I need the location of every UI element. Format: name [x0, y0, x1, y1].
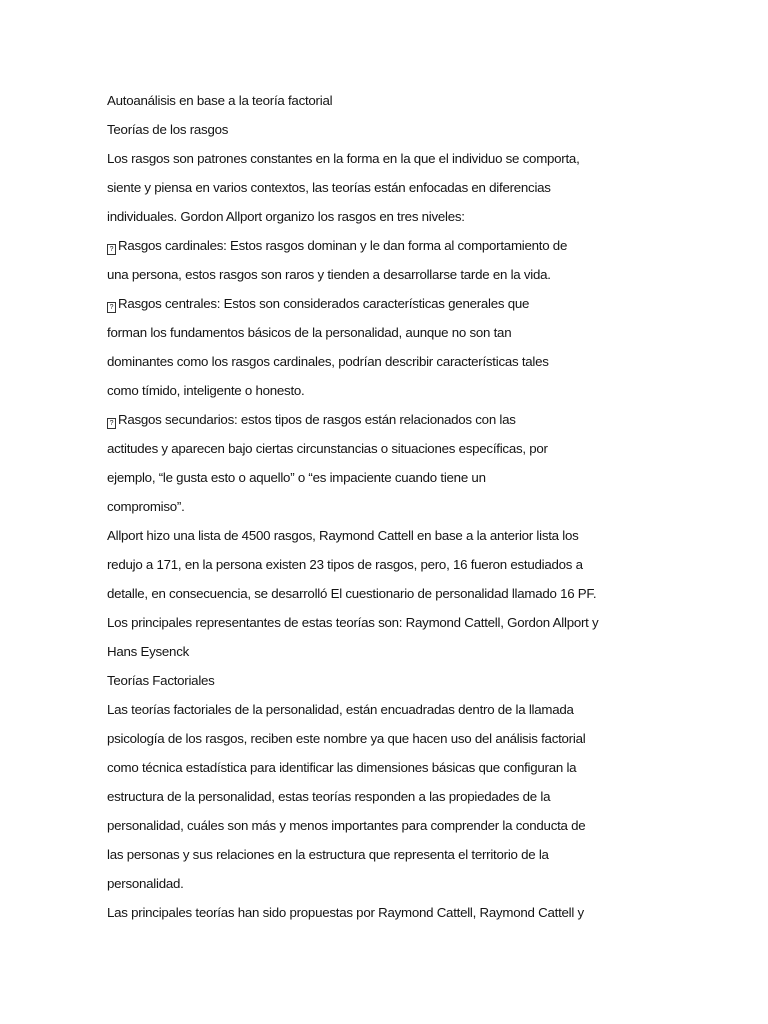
- paragraph-line: Hans Eysenck: [107, 644, 189, 659]
- paragraph-line: redujo a 171, en la persona existen 23 tipos de rasgos, pero, 16 fueron estudiados a: [107, 557, 583, 572]
- paragraph-line: personalidad.: [107, 876, 184, 891]
- bullet-item-cardinal: [107, 231, 697, 260]
- paragraph-line: estructura de la personalidad, estas teorías responden a las propiedades de la: [107, 789, 551, 804]
- bullet-item-secondary: [107, 405, 697, 434]
- paragraph-line: una persona, estos rasgos son raros y tienden a desarrollarse tarde en la vida.: [107, 267, 551, 282]
- paragraph-line: individuales. Gordon Allport organizo los rasgos en tres niveles:: [107, 209, 465, 224]
- paragraph-line: actitudes y aparecen bajo ciertas circunstancias o situaciones específicas, por: [107, 441, 548, 456]
- paragraph-line: las personas y sus relaciones en la estructura que representa el territorio de la: [107, 847, 549, 862]
- bullet-item-central: [107, 289, 697, 318]
- paragraph-line: personalidad, cuáles son más y menos importantes para comprender la conducta de: [107, 818, 586, 833]
- bullet-box-icon: ?: [107, 418, 116, 429]
- document-title: Autoanálisis en base a la teoría factorial: [107, 93, 333, 108]
- paragraph-line: Los rasgos son patrones constantes en la forma en la que el individuo se comporta,: [107, 151, 580, 166]
- paragraph-line: Las teorías factoriales de la personalidad, están encuadradas dentro de la llamada: [107, 702, 574, 717]
- bullet-text: Rasgos secundarios: estos tipos de rasgos están relacionados con las: [118, 412, 516, 427]
- paragraph-line: detalle, en consecuencia, se desarrolló El cuestionario de personalidad llamado 16 PF.: [107, 586, 597, 601]
- paragraph-line: como técnica estadística para identificar las dimensiones básicas que configuran la: [107, 760, 577, 775]
- paragraph-line: Las principales teorías han sido propuestas por Raymond Cattell, Raymond Cattell y: [107, 905, 584, 920]
- paragraph-line: como tímido, inteligente o honesto.: [107, 383, 305, 398]
- paragraph-line: compromiso”.: [107, 499, 185, 514]
- paragraph-line: siente y piensa en varios contextos, las teorías están enfocadas en diferencias: [107, 180, 551, 195]
- paragraph-line: Los principales representantes de estas teorías son: Raymond Cattell, Gordon Allport y: [107, 615, 599, 630]
- paragraph-line: Allport hizo una lista de 4500 rasgos, Raymond Cattell en base a la anterior lista los: [107, 528, 579, 543]
- paragraph-line: ejemplo, “le gusta esto o aquello” o “es impaciente cuando tiene un: [107, 470, 486, 485]
- document-body: [107, 86, 697, 927]
- paragraph-line: dominantes como los rasgos cardinales, podrían describir características tales: [107, 354, 549, 369]
- bullet-box-icon: ?: [107, 244, 116, 255]
- bullet-box-icon: ?: [107, 302, 116, 313]
- paragraph-line: forman los fundamentos básicos de la personalidad, aunque no son tan: [107, 325, 512, 340]
- section-heading-traits: Teorías de los rasgos: [107, 122, 229, 137]
- paragraph-line: psicología de los rasgos, reciben este nombre ya que hacen uso del análisis factorial: [107, 731, 586, 746]
- section-heading-factorial: Teorías Factoriales: [107, 673, 215, 688]
- bullet-text: Rasgos centrales: Estos son considerados características generales que: [118, 296, 530, 311]
- bullet-text: Rasgos cardinales: Estos rasgos dominan y le dan forma al comportamiento de: [118, 238, 568, 253]
